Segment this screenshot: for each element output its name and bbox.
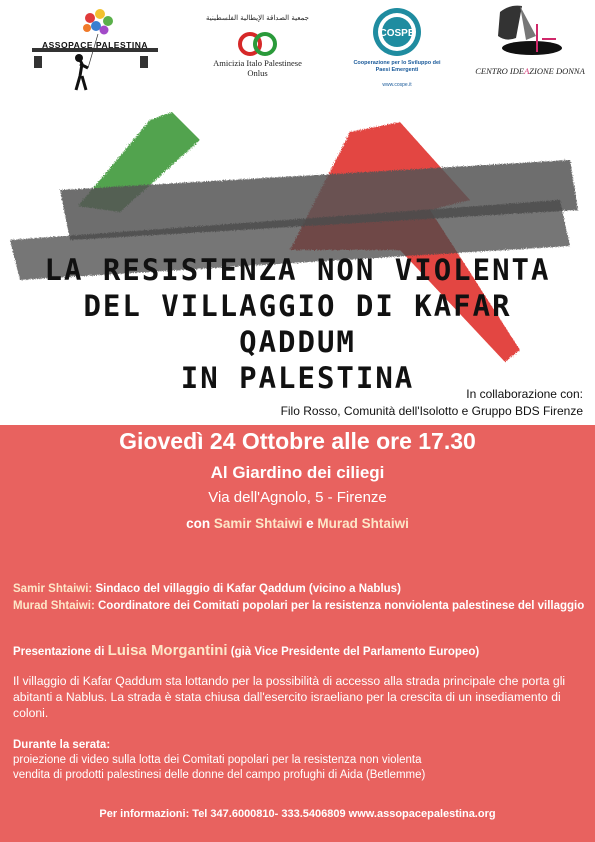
collaboration-partners: Filo Rosso, Comunità dell'Isolotto e Gruppo BDS Firenze — [280, 404, 583, 418]
bio-speaker-name: Murad Shtaiwi: — [13, 600, 95, 612]
contact-footer: Per informazioni: Tel 347.6000810- 333.5406809 www.assopacepalestina.org — [99, 808, 496, 820]
presenter-name: Luisa Morgantini — [107, 642, 228, 659]
centro-emblem-icon — [470, 2, 590, 64]
presentation-prefix: Presentazione di — [13, 646, 105, 658]
event-address: Via dell'Agnolo, 5 - Firenze — [208, 489, 387, 506]
bio-speaker-role: Sindaco del villaggio di Kafar Qaddum (vicino a Nablus) — [95, 583, 401, 595]
speaker-bio — [13, 583, 401, 595]
speakers-and: e — [306, 516, 314, 531]
centro-ideazione-caption: CENTRO IDEAZIONE DONNA — [475, 66, 585, 76]
presentation-line — [13, 642, 479, 659]
amicizia-logo — [205, 8, 310, 98]
balloon-girl-icon — [30, 6, 160, 98]
evening-program-label: Durante la serata: — [13, 739, 111, 751]
event-speakers — [0, 516, 595, 531]
amicizia-arabic-name: جمعية الصداقة الإيطالية الفلسطينية — [206, 14, 309, 22]
speaker-bio — [13, 600, 584, 612]
speaker-1-name: Samir Shtaiwi — [213, 516, 303, 531]
event-venue: Al Giardino dei ciliegi — [210, 463, 385, 482]
cospe-url: www.cospe.it — [382, 82, 412, 88]
speaker-2-name: Murad Shtaiwi — [317, 516, 409, 531]
title-line-3: IN PALESTINA — [180, 361, 415, 395]
event-description: Il villaggio di Kafar Qaddum sta lottando per la possibilità di accesso alla strada principale che porta gli abitanti a Nablus. La strada è stata chiusa dall'esercito israeliano per la crescita di un insediamento di coloni. — [13, 674, 566, 720]
assopace-logo — [30, 6, 160, 98]
bio-speaker-role: Coordinatore dei Comitati popolari per la resistenza nonviolenta palestinese del villaggio — [97, 600, 585, 612]
amicizia-name: Amicizia Italo Palestinese Onlus — [213, 58, 302, 78]
title-line-2: DEL VILLAGGIO DI KAFAR QADDUM — [83, 289, 512, 359]
cospe-emblem-icon — [352, 6, 442, 60]
cospe-mark: COSPE — [379, 28, 415, 39]
collaboration-note — [281, 386, 583, 420]
assopace-wordmark: ASSOPACE PALESTINA — [42, 40, 148, 50]
centro-ideazione-logo — [470, 2, 590, 94]
event-date: Giovedì 24 Ottobre alle ore 17.30 — [119, 428, 476, 454]
presenter-title: (già Vice Presidente del Parlamento Europeo) — [230, 646, 480, 658]
page-title — [20, 252, 575, 396]
bio-speaker-name: Samir Shtaiwi: — [13, 583, 93, 595]
cospe-logo — [352, 6, 442, 96]
collaboration-label: In collaborazione con: — [466, 387, 583, 401]
title-line-1: LA RESISTENZA NON VIOLENTA — [44, 253, 551, 287]
evening-program-item: proiezione di video sulla lotta dei Comitati popolari per la resistenza non violenta — [13, 754, 422, 766]
evening-program — [13, 738, 425, 783]
speakers-with: con — [186, 516, 211, 531]
evening-program-item: vendita di prodotti palestinesi delle donne del campo profughi di Aida (Betlemme) — [13, 769, 426, 781]
cospe-caption: Cooperazione per lo Sviluppo dei Paesi Emergenti — [353, 60, 441, 73]
